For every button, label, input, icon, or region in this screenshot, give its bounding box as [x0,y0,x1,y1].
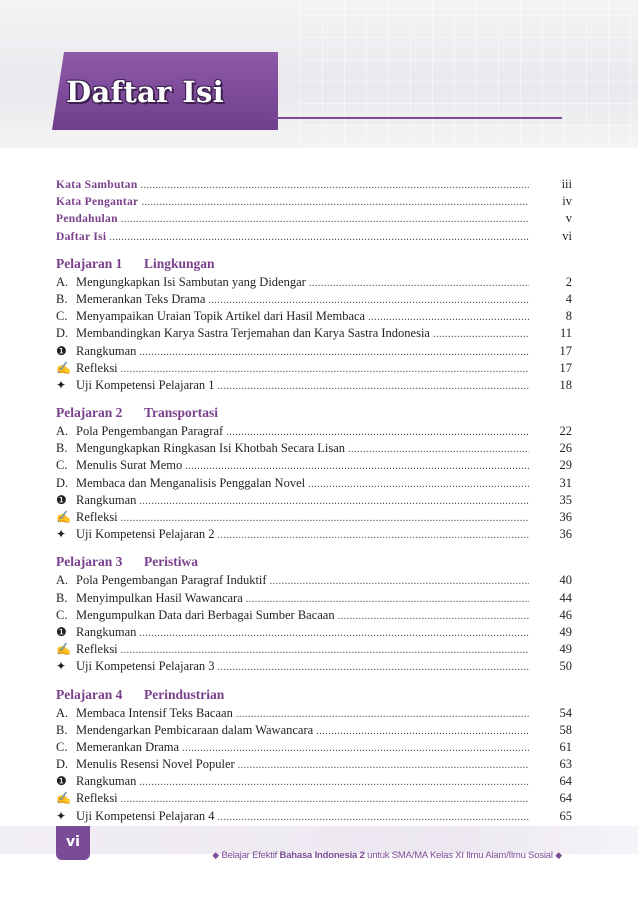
dot-leader [109,229,529,246]
entry-letter: C. [56,607,68,622]
toc-entry[interactable] [56,193,572,210]
lesson-number: Pelajaran 2 [56,405,123,421]
entry-label: Menyampaikan Uraian Topik Artikel dari Hasil Membaca [76,309,366,324]
dot-leader [139,493,529,510]
entry-label: Refleksi [76,360,118,375]
dot-leader [208,292,529,309]
toc-entry[interactable] [56,274,572,291]
entry-letter: B. [56,441,68,456]
toc-entry[interactable] [56,457,572,474]
footer-book-credit [212,850,562,861]
entry-label: Kata Pengantar [56,196,139,209]
summary-icon: ❶ [56,492,67,507]
toc-entry[interactable] [56,308,572,325]
entry-page-number: 36 [559,527,572,542]
dot-leader [368,309,529,326]
lesson-number: Pelajaran 4 [56,686,123,702]
entry-letter: C. [56,739,68,754]
toc-entry[interactable] [56,572,572,589]
test-star-icon: ✦ [56,377,67,392]
lesson-number: Pelajaran 3 [56,554,123,570]
entry-letter: A. [56,424,69,439]
entry-label: Mengungkapkan Ringkasan Isi Khotbah Secara Lisan [76,441,346,456]
entry-letter: D. [56,475,69,490]
dot-leader [218,659,529,676]
dot-leader [316,723,529,740]
toc-entry[interactable] [56,176,572,193]
table-of-contents [56,176,572,825]
toc-entry[interactable] [56,228,572,245]
entry-page-number: 49 [559,624,572,639]
dot-leader [236,706,529,723]
entry-page-number: 22 [559,424,572,439]
lesson-heading [56,402,572,423]
dot-leader [121,361,529,378]
dot-leader [246,591,529,608]
entry-letter: D. [56,326,69,341]
entry-page-number: 65 [559,808,572,823]
entry-page-number: 63 [559,757,572,772]
entry-page-number: 49 [559,642,572,657]
entry-page-number: 50 [559,659,572,674]
entry-letter: A. [56,705,69,720]
dot-leader [139,344,529,361]
toc-entry[interactable] [56,360,572,377]
toc-entry[interactable] [56,440,572,457]
dot-leader [121,642,529,659]
entry-label: Pendahulan [56,213,118,226]
entry-page-number: 17 [559,360,572,375]
front-matter [56,176,572,245]
entry-label: Rangkuman [76,624,137,639]
entry-page-number: 31 [559,475,572,490]
entry-page-number: vi [562,228,572,243]
entry-label: Rangkuman [76,774,137,789]
entry-label: Uji Kompetensi Pelajaran 1 [76,377,215,392]
toc-entry[interactable] [56,641,572,658]
entry-label: Menulis Surat Memo [76,458,183,473]
entry-label: Rangkuman [76,343,137,358]
entry-page-number: v [565,211,572,226]
toc-entry[interactable] [56,722,572,739]
entry-label: Uji Kompetensi Pelajaran 3 [76,659,215,674]
dot-leader [182,740,529,757]
lessons-list [56,253,572,825]
entry-letter: B. [56,291,68,306]
entry-page-number: iii [561,177,572,191]
toc-entry[interactable] [56,773,572,790]
footer-prefix: Belajar Efektif [221,850,278,861]
toc-entry[interactable] [56,658,572,675]
toc-entry[interactable] [56,526,572,543]
dot-leader [185,458,529,475]
entry-letter: C. [56,309,68,324]
entry-label: Menyimpulkan Hasil Wawancara [76,590,243,605]
footer-diamond-icon: ◆ [212,850,220,860]
entry-page-number: 17 [559,343,572,358]
header-pattern [300,0,638,148]
toc-entry[interactable] [56,607,572,624]
dot-leader [308,476,529,493]
lesson-topic: Transportasi [144,405,219,421]
entry-label: Membaca dan Menganalisis Penggalan Novel [76,475,306,490]
footer-page-number: vi [66,834,80,850]
entry-page-number: 11 [559,326,572,341]
dot-leader [141,177,529,194]
entry-page-number: 54 [559,705,572,720]
entry-page-number: 64 [559,774,572,789]
entry-label: Refleksi [76,510,118,524]
dot-leader [121,211,529,228]
lesson-topic: Peristiwa [144,554,198,570]
dot-leader [348,441,529,458]
entry-label: Mengumpulkan Data dari Berbagai Sumber Bacaan [76,607,335,622]
entry-page-number: 64 [559,791,572,806]
toc-entry[interactable] [56,325,572,342]
entry-label: Mendengarkan Pembicaraan dalam Wawancara [76,722,314,737]
lesson-heading [56,253,572,274]
lesson-heading [56,551,572,572]
footer-book-title: Bahasa Indonesia 2 [279,850,365,861]
title-rule [270,117,562,119]
entry-letter: B. [56,590,68,605]
toc-entry[interactable] [56,377,572,394]
entry-label: Kata Sambutan [56,179,138,191]
summary-icon: ❶ [56,774,67,789]
entry-label: Menulis Resensi Novel Populer [76,757,235,772]
entry-page-number: 4 [565,291,572,306]
toc-entry[interactable] [56,624,572,641]
entry-label: Rangkuman [76,492,137,507]
entry-letter: B. [56,722,68,737]
dot-leader [139,774,529,791]
dot-leader [218,378,529,395]
entry-letter: A. [56,274,69,289]
dot-leader [338,608,529,625]
toc-entry[interactable] [56,756,572,773]
lesson-heading [56,684,572,705]
entry-page-number: 58 [559,722,572,737]
entry-label: Refleksi [76,791,118,806]
toc-entry[interactable] [56,475,572,492]
entry-page-number: 2 [565,274,572,289]
dot-leader [309,275,529,292]
dot-leader [226,424,529,441]
toc-entry[interactable] [56,343,572,360]
entry-page-number: 44 [559,590,572,605]
dot-leader [218,809,529,826]
dot-leader [139,625,529,642]
entry-label: Pola Pengembangan Paragraf Induktif [76,573,267,588]
toc-entry[interactable] [56,739,572,756]
reflection-icon: ✍ [56,360,71,375]
footer-suffix: untuk SMA/MA Kelas XI Ilmu Alam/Ilmu Sosial [367,850,553,861]
dot-leader [121,791,529,808]
entry-label: Refleksi [76,642,118,657]
dot-leader [141,194,529,211]
entry-page-number: 36 [559,510,572,524]
entry-page-number: 40 [559,573,572,588]
toc-entry[interactable] [56,705,572,722]
entry-label: Membaca Intensif Teks Bacaan [76,705,233,720]
page-title: Daftar Isi [66,75,224,109]
entry-page-number: 26 [559,441,572,456]
test-star-icon: ✦ [56,527,67,542]
entry-label: Memerankan Drama [76,739,180,754]
entry-page-number: 46 [559,607,572,622]
dot-leader [433,326,529,343]
toc-entry[interactable] [56,210,572,227]
entry-letter: D. [56,757,69,772]
lesson-number: Pelajaran 1 [56,255,123,271]
toc-entry[interactable] [56,423,572,440]
entry-label: Uji Kompetensi Pelajaran 4 [76,808,215,823]
toc-entry[interactable] [56,291,572,308]
toc-entry[interactable] [56,509,572,526]
entry-page-number: 18 [559,377,572,392]
reflection-icon: ✍ [56,642,71,657]
toc-entry[interactable] [56,790,572,807]
toc-entry[interactable] [56,808,572,825]
dot-leader [218,527,529,544]
toc-entry[interactable] [56,590,572,607]
entry-page-number: 29 [559,458,572,473]
entry-label: Membandingkan Karya Sastra Terjemahan dan Karya Sastra Indonesia [76,326,430,341]
lesson-topic: Perindustrian [144,686,225,702]
entry-page-number: iv [562,194,572,209]
summary-icon: ❶ [56,624,67,639]
entry-label: Daftar Isi [56,230,107,243]
test-star-icon: ✦ [56,808,67,823]
summary-icon: ❶ [56,343,67,358]
toc-entry[interactable] [56,492,572,509]
reflection-icon: ✍ [56,791,71,806]
dot-leader [238,757,529,774]
lesson-topic: Lingkungan [144,255,215,271]
entry-label: Pola Pengembangan Paragraf [76,424,224,439]
entry-page-number: 8 [565,309,572,324]
entry-label: Uji Kompetensi Pelajaran 2 [76,527,215,542]
entry-letter: A. [56,573,69,588]
footer-diamond-icon: ◆ [555,850,562,860]
dot-leader [121,510,529,527]
dot-leader [270,573,529,590]
entry-label: Memerankan Teks Drama [76,291,206,306]
reflection-icon: ✍ [56,510,71,524]
entry-page-number: 35 [559,492,572,507]
entry-label: Mengungkapkan Isi Sambutan yang Didengar [76,274,306,289]
entry-letter: C. [56,458,68,473]
entry-page-number: 61 [559,739,572,754]
test-star-icon: ✦ [56,659,67,674]
